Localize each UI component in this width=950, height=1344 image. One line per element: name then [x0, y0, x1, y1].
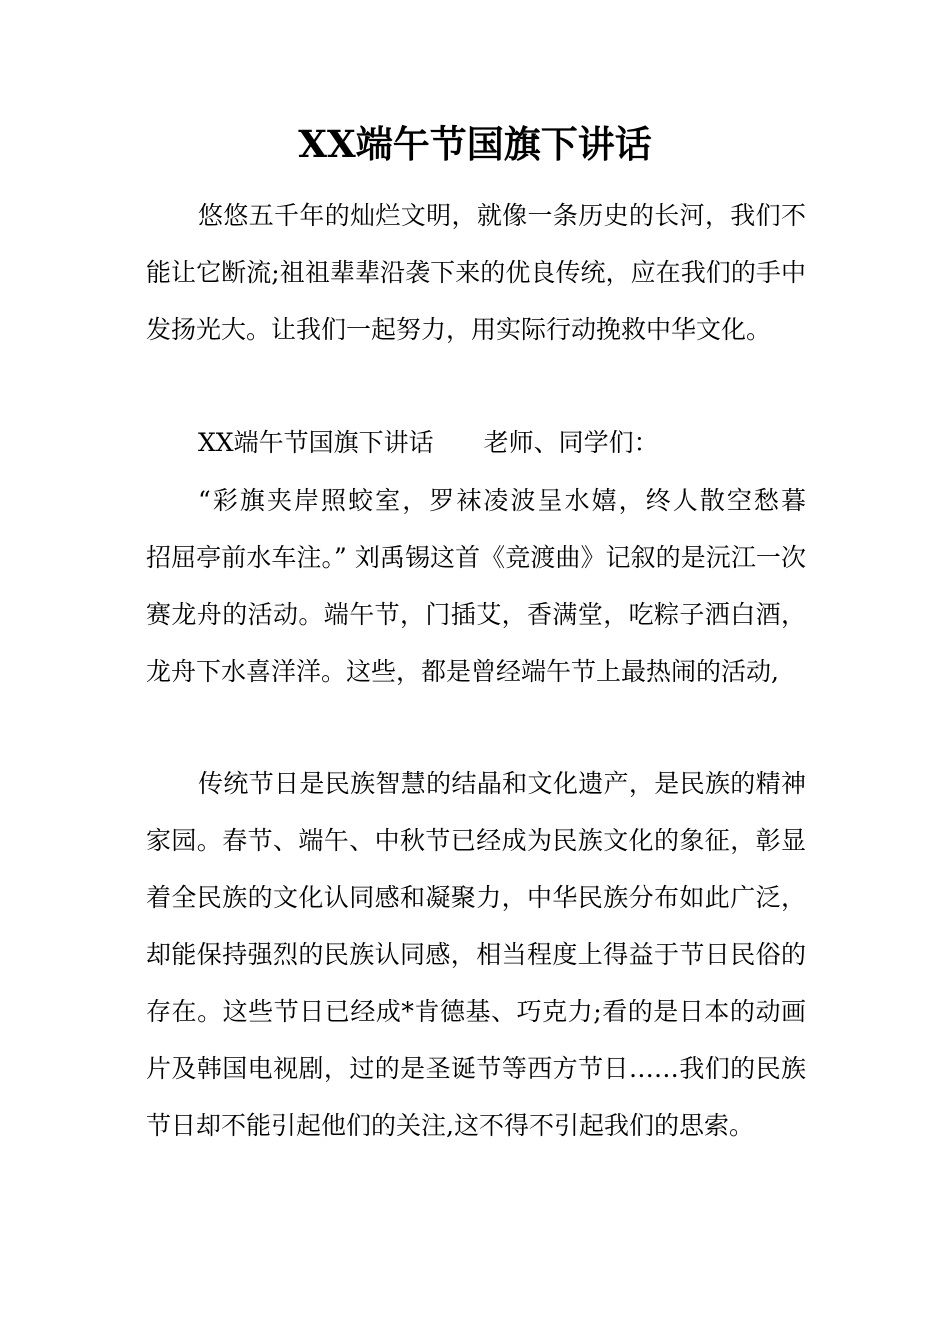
paragraph-4: 传统节日是民族智慧的结晶和文化遗产，是民族的精神家园。春节、端午、中秋节已经成为民族文化的象征，彰显着全民族的文化认同感和凝聚力，中华民族分布如此广泛，却能保持强烈的民族认同感，相当程度上得益于节日民俗的存在。这些节日已经成*肯德基、巧克力;看的是日本的动画片及韩国电视剧，过的是圣诞节等西方节日……我们的民族节日却不能引起他们的关注,这不得不引起我们的思索。	[146, 769, 806, 1140]
paragraph-2: XX端午节国旗下讲话 老师、同学们：	[198, 428, 659, 457]
paragraph-1-container	[146, 187, 806, 358]
page-title: XX端午节国旗下讲话	[298, 122, 652, 166]
paragraph-4-container	[146, 755, 806, 1154]
paragraph-1: 悠悠五千年的灿烂文明，就像一条历史的长河，我们不能让它断流;祖祖辈辈沿袭下来的优良传统，应在我们的手中发扬光大。让我们一起努力，用实际行动挽救中华文化。	[146, 201, 806, 344]
paragraph-3-container	[146, 472, 832, 700]
paragraph-3: “彩旗夹岸照蛟室，罗袜凌波呈水嬉，终人散空愁暮 招屈亭前水车注。” 刘禹锡这首《竞渡曲》记叙的是沅江一次赛龙舟的活动。端午节，门插艾，香满堂，吃粽子洒白酒，龙舟下水喜洋洋。这些，都是曾经端午节上最热闹的活动,	[146, 486, 832, 686]
paragraph-2-container	[146, 414, 806, 471]
